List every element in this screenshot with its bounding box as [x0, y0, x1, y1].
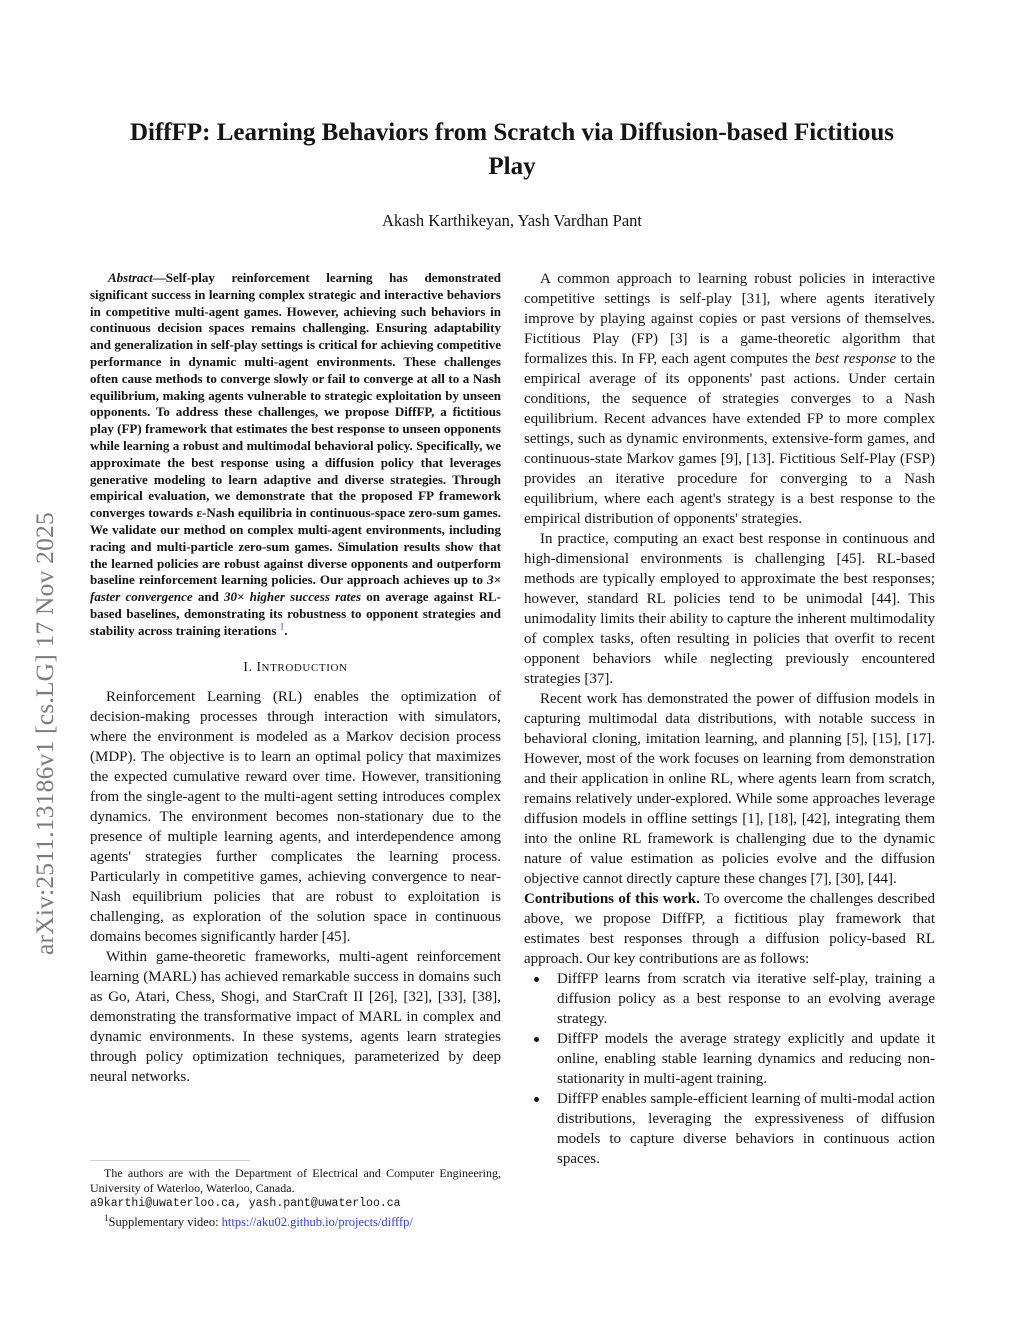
footnote-video: [104, 1213, 413, 1230]
contribution-item-3: [524, 1089, 935, 1169]
section-first-letter: I: [256, 658, 262, 674]
contributions-text: To overcome the challenges described above, we propose DiffFP, a fictitious play framework that estimates best responses through a diffusion policy-based RL approach. Our key contributions are as follows:: [524, 891, 935, 967]
arxiv-identifier: arXiv:2511.13186v1 [cs.LG] 17 Nov 2025: [30, 512, 59, 955]
intro-paragraph-2: Within game-theoretic frameworks, multi-agent reinforcement learning (MARL) has achieved remarkable success in domains such as Go, Atari, Chess, Shogi, and StarCraft II [26], [32], [33], [38], demonstrating the transformative impact of MARL in complex and dynamic environments. In these systems, agents learn strategies through policy optimization techniques, parameterized by deep neural networks.: [90, 948, 501, 1085]
abstract-dash: —: [152, 270, 166, 285]
bullet-icon: [534, 1097, 539, 1102]
bullet-icon: [534, 1037, 539, 1042]
footnote-emails: a9karthi@uwaterloo.ca, yash.pant@uwaterloo.ca: [90, 1197, 401, 1210]
abstract-footnote-mark[interactable]: 1: [279, 621, 285, 632]
contributions-list: [524, 969, 935, 1169]
abstract-end: .: [284, 622, 288, 638]
section-rest: NTRODUCTION: [261, 661, 348, 674]
right-column: [524, 269, 935, 1169]
abstract-label: Abstract: [108, 270, 153, 285]
section-number: I.: [243, 658, 257, 674]
footnote-video-mark: 1: [104, 1213, 109, 1223]
left-column: [90, 270, 501, 1087]
supplementary-video-link[interactable]: https://aku02.github.io/projects/difffp/: [221, 1215, 413, 1230]
right-paragraph-1: [524, 269, 935, 529]
contribution-item-1: [524, 969, 935, 1029]
right-paragraph-1-a: A common approach to learning robust policies in interactive competitive settings is self-play [31], where agents iteratively improve by playing against copies or past versions of themselves. Fictitious Play (FP) [3] is a game-theoretic algorithm that formalizes this. In FP, each agent computes the: [524, 271, 935, 367]
contributions-paragraph: [524, 889, 935, 969]
footnote-video-label: Supplementary video:: [108, 1215, 222, 1230]
abstract-emphasis-convergence: 3× faster convergence: [90, 572, 501, 605]
author-list: Akash Karthikeyan, Yash Vardhan Pant: [382, 211, 642, 230]
right-paragraph-2: In practice, computing an exact best response in continuous and high-dimensional environments is challenging [45]. RL-based methods are typically employed to approximate the best responses; however, standard RL policies tend to be unimodal [44]. This unimodality limits their ability to capture the inherent multimodality of complex tasks, often resulting in policies that overfit to recent opponent behaviors while neglecting previously encountered strategies [37].: [524, 531, 935, 687]
paper-title-line-1: DiffFP: Learning Behaviors from Scratch via Diffusion-based Fictitious: [129, 119, 895, 146]
right-paragraph-3: Recent work has demonstrated the power of diffusion models in capturing multimodal data distributions, with notable success in behavioral cloning, imitation learning, and planning [5], [15], [17]. However, most of the work focuses on learning from demonstration and their application in online RL, where agents learn from scratch, remains relatively under-explored. While some approaches leverage diffusion models in offline settings [1], [18], [42], integrating them into the online RL framework is challenging due to the dynamic nature of value estimation as policies evolve and the diffusion objective cannot directly capture these changes [7], [30], [44].: [524, 691, 935, 887]
right-paragraph-1-emphasis: best response: [814, 351, 897, 367]
contribution-item-2: [524, 1029, 935, 1089]
abstract-emphasis-success: 30× higher success rates: [224, 589, 362, 605]
paper-title-line-2: Play: [488, 153, 536, 180]
contribution-text-1: DiffFP learns from scratch via iterative self-play, training a diffusion policy as a best response to an evolving average strategy.: [557, 971, 935, 1027]
footnote-affiliation-text: The authors are with the Department of Electrical and Computer Engineering, University of Waterloo, Waterloo, Canada.: [90, 1166, 501, 1195]
contributions-label: Contributions of this work.: [524, 891, 700, 907]
abstract-text-a: Self-play reinforcement learning has demonstrated significant success in learning complex strategic and interactive behaviors in competitive multi-agent games. However, achieving such behaviors in continuous decision spaces remains challenging. Ensuring adaptability and generalization in self-play settings is critical for achieving competitive performance in dynamic multi-agent environments. These challenges often cause methods to converge slowly or fail to converge at all to a Nash equilibrium, making agents vulnerable to strategic exploitation by unseen opponents. To address these challenges, we propose DiffFP, a fictitious play (FP) framework that estimates the best response to unseen opponents while learning a robust and multimodal behavioral policy. Specifically, we approximate the best response using a diffusion policy that leverages generative modeling to learn adaptive and diverse strategies. Through empirical evaluation, we demonstrate that the proposed FP framework converges towards ε-Nash equilibria in continuous-space zero-sum games. We validate our method on complex multi-agent environments, including racing and multi-particle zero-sum games. Simulation results show that the learned policies are robust against diverse opponents and outperform baseline reinforcement learning policies. Our approach achieves up to: [90, 270, 501, 588]
contribution-text-2: DiffFP models the average strategy explicitly and update it online, enabling stable learning dynamics and reducing non-stationarity in multi-agent training.: [557, 1031, 935, 1087]
contribution-text-3: DiffFP enables sample-efficient learning of multi-modal action distributions, leveraging the expressiveness of diffusion models to capture diverse behaviors in continuous action spaces.: [557, 1091, 935, 1167]
footnote-rule: [90, 1160, 250, 1161]
paper-title: [80, 116, 944, 184]
intro-paragraph-1: Reinforcement Learning (RL) enables the optimization of decision-making processes through interaction with simulators, where the environment is modeled as a Markov decision process (MDP). The objective is to learn an optimal policy that maximizes the expected cumulative reward over time. However, transitioning from the single-agent to the multi-agent setting introduces complex dynamics. The environment becomes non-stationary due to the presence of multiple learning agents, and interdependence among agents' strategies further complicates the learning process. Particularly in competitive games, achieving convergence to near-Nash equilibrium policies that are robust to exploitation is challenging, as exploration of the solution space in continuous domains becomes significantly harder [45].: [90, 688, 501, 945]
abstract: [90, 270, 501, 640]
footnote-affiliation: [90, 1166, 501, 1212]
bullet-icon: [534, 977, 539, 982]
abstract-text-b: and: [192, 589, 224, 605]
abstract-text-c: on average against RL-based baselines, demonstrating its robustness to opponent strategies and stability across training iterations: [90, 589, 501, 638]
section-heading-introduction: [90, 659, 501, 675]
right-paragraph-1-b: to the empirical average of its opponents' past actions. Under certain conditions, the sequence of strategies converges to a Nash equilibrium. Recent advances have extended FP to more complex settings, such as dynamic environments, extensive-form games, and continuous-state Markov games [9], [13]. Fictitious Self-Play (FSP) provides an iterative procedure for converging to a Nash equilibrium, where each agent's strategy is a best response to the empirical distribution of opponents' strategies.: [524, 351, 935, 527]
